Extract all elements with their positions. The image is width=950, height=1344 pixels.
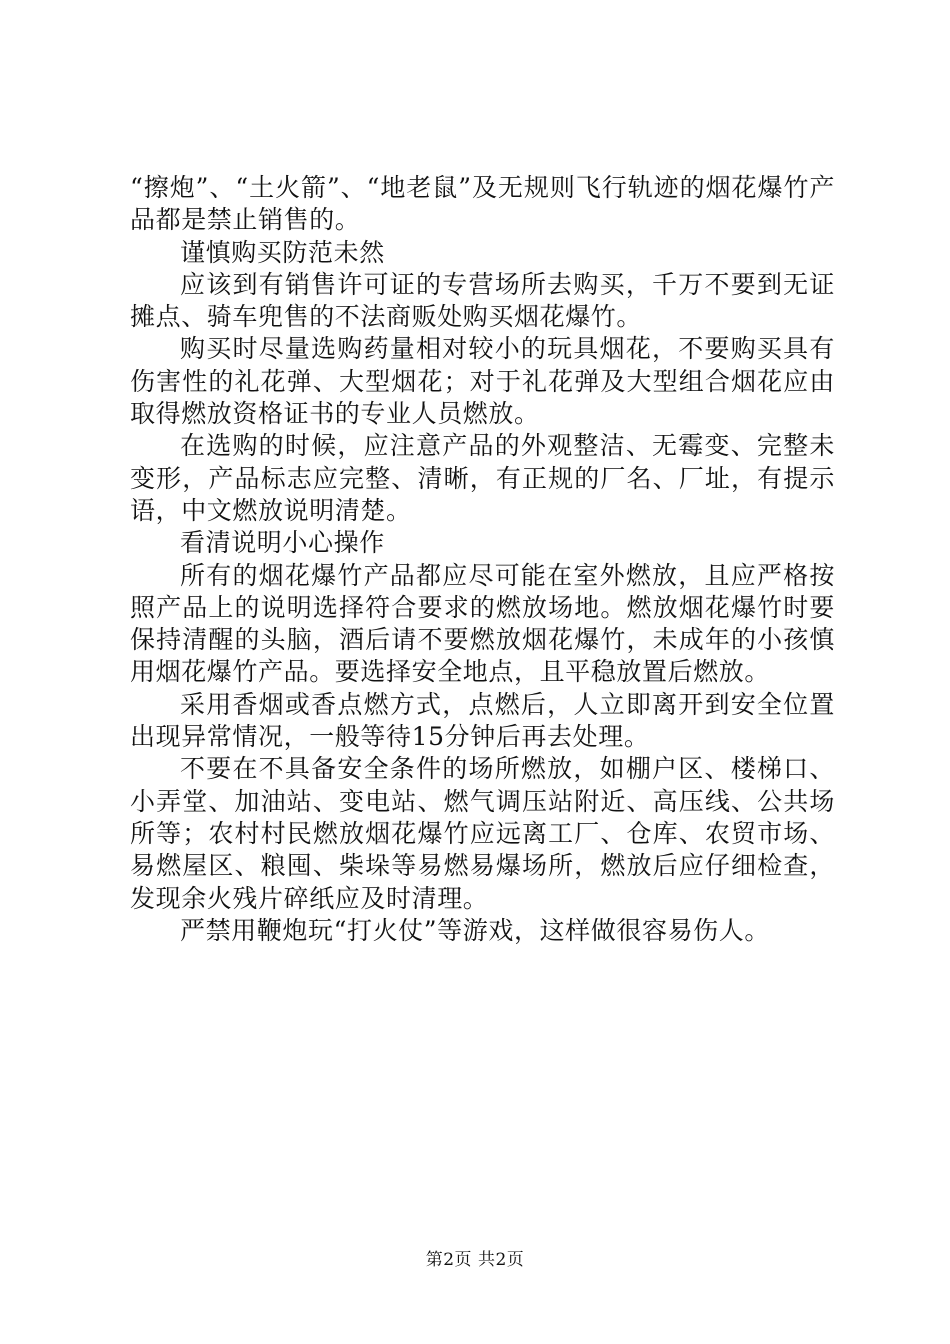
paragraph-licensed-stores: 应该到有销售许可证的专营场所去购买，千万不要到无证摊点、骑车兜售的不法商贩处购买烟花爆竹。 <box>130 269 835 332</box>
section-heading-read-instructions: 看清说明小心操作 <box>180 528 385 558</box>
paragraph-continuation: “擦炮”、“土火箭”、“地老鼠”及无规则飞行轨迹的烟花爆竹产品都是禁止销售的。 <box>130 173 835 235</box>
paragraph-outdoor-use: 所有的烟花爆竹产品都应尽可能在室外燃放，且应严格按照产品上的说明选择符合要求的燃放场地。燃放烟花爆竹时要保持清醒的头脑，酒后请不要燃放烟花爆竹，未成年的小孩慎用烟花爆竹产品。要选择安全地点，且平稳放置后燃放。 <box>130 560 835 687</box>
section-heading-careful-purchase: 谨慎购买防范未然 <box>180 237 385 267</box>
document-body <box>130 172 835 947</box>
paragraph-unsafe-locations: 不要在不具备安全条件的场所燃放，如棚户区、楼梯口、小弄堂、加油站、变电站、燃气调压站附近、高压线、公共场所等；农村村民燃放烟花爆竹应远离工厂、仓库、农贸市场、易燃屋区、粮囤、柴垛等易燃易爆场所，燃放后应仔细检查，发现余火残片碎纸应及时清理。 <box>130 754 835 913</box>
paragraph-small-fireworks: 购买时尽量选购药量相对较小的玩具烟花，不要购买具有伤害性的礼花弹、大型烟花；对于礼花弹及大型组合烟花应由取得燃放资格证书的专业人员燃放。 <box>130 334 835 429</box>
paragraph-no-firecracker-games: 严禁用鞭炮玩“打火仗”等游戏，这样做很容易伤人。 <box>180 915 770 945</box>
page-footer: 第2页 共2页 <box>425 1250 525 1270</box>
paragraph-product-inspection: 在选购的时候，应注意产品的外观整洁、无霉变、完整未变形，产品标志应完整、清晰，有正规的厂名、厂址，有提示语，中文燃放说明清楚。 <box>130 431 835 525</box>
paragraph-ignition-method: 采用香烟或香点燃方式，点燃后，人立即离开到安全位置出现异常情况，一般等待15分钟后再去处理。 <box>130 689 835 752</box>
